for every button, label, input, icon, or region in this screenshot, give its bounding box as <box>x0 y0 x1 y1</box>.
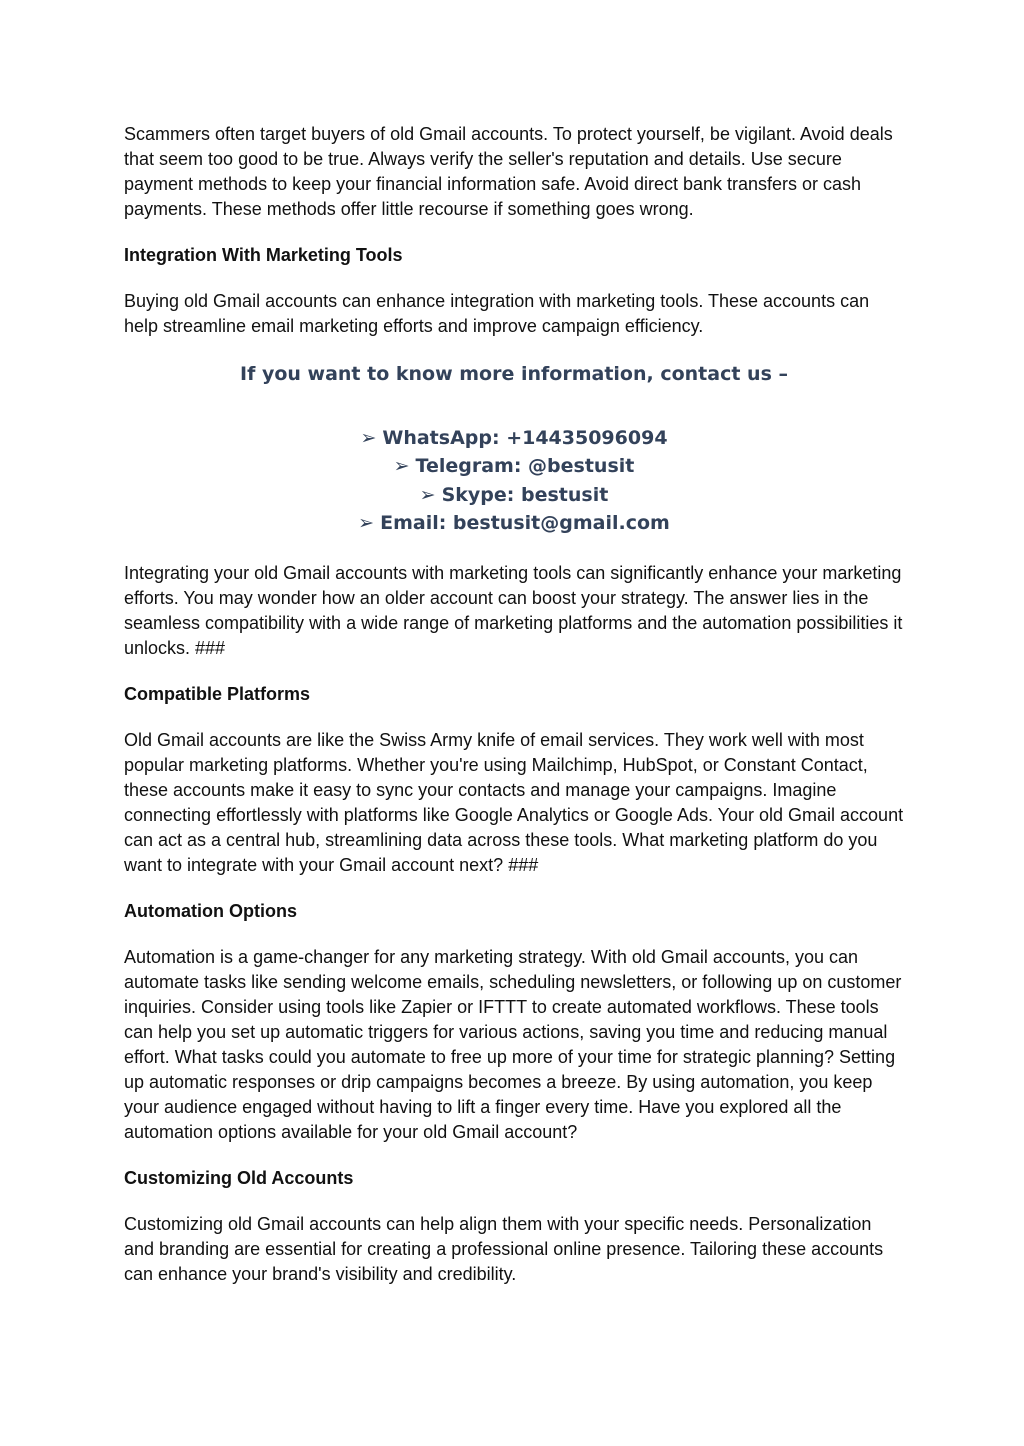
contact-skype[interactable] <box>124 481 904 509</box>
contact-title: If you want to know more information, contact us – <box>240 363 788 385</box>
contact-telegram-text: Telegram: @bestusit <box>415 455 635 478</box>
contact-email-text: Email: bestusit@gmail.com <box>380 511 670 534</box>
arrow-icon: ➢ <box>358 511 375 534</box>
contact-block <box>124 360 904 537</box>
integrating-paragraph: Integrating your old Gmail accounts with marketing tools can significantly enhance your marketing efforts. You may wonder how an older account can boost your strategy. The answer lies in the seamless compatibility with a wide range of marketing platforms and the automation possibilities it unlocks. ### <box>124 563 903 659</box>
integration-heading: Integration With Marketing Tools <box>124 245 403 265</box>
contact-email[interactable] <box>124 509 904 537</box>
customizing-paragraph: Customizing old Gmail accounts can help align them with your specific needs. Personalization and branding are essential for creating a professional online presence. Tailoring these accounts can enhance your brand's visibility and credibility. <box>124 1214 884 1285</box>
contact-skype-text: Skype: bestusit <box>441 483 609 506</box>
contact-telegram[interactable] <box>124 452 904 480</box>
contact-whatsapp[interactable] <box>124 424 904 452</box>
integration-paragraph: Buying old Gmail accounts can enhance integration with marketing tools. These accounts can help streamline email marketing efforts and improve campaign efficiency. <box>124 291 870 336</box>
document-content <box>124 122 904 1308</box>
contact-whatsapp-text: WhatsApp: +14435096094 <box>382 427 668 449</box>
compatible-heading: Compatible Platforms <box>124 684 311 705</box>
arrow-icon: ➢ <box>419 483 436 506</box>
arrow-icon: ➢ <box>360 427 377 449</box>
scammers-paragraph: Scammers often target buyers of old Gmail accounts. To protect yourself, be vigilant. Avoid deals that seem too good to be true. Always verify the seller's reputation and details. Use secure payment methods to keep your financial information safe. Avoid direct bank transfers or cash payments. These methods offer little recourse if something goes wrong. <box>124 124 893 219</box>
arrow-icon: ➢ <box>393 455 410 478</box>
customizing-heading: Customizing Old Accounts <box>124 1168 354 1189</box>
compatible-paragraph: Old Gmail accounts are like the Swiss Army knife of email services. They work well with most popular marketing platforms. Whether you're using Mailchimp, HubSpot, or Constant Contact, these accounts make it easy to sync your contacts and manage your campaigns. Imagine connecting effortlessly with platforms like Google Analytics or Google Ads. Your old Gmail account can act as a central hub, streamlining data across these tools. What marketing platform do you want to integrate with your Gmail account next? ### <box>124 730 904 876</box>
automation-heading: Automation Options <box>124 901 297 922</box>
automation-paragraph: Automation is a game-changer for any marketing strategy. With old Gmail accounts, you can automate tasks like sending welcome emails, scheduling newsletters, or following up on customer inquiries. Consider using tools like Zapier or IFTTT to create automated workflows. These tools can help you set up automatic triggers for various actions, saving you time and reducing manual effort. What tasks could you automate to free up more of your time for strategic planning? Setting up automatic responses or drip campaigns becomes a breeze. By using automation, you keep your audience engaged without having to lift a finger every time. Have you explored all the automation options available for your old Gmail account? <box>124 947 902 1143</box>
